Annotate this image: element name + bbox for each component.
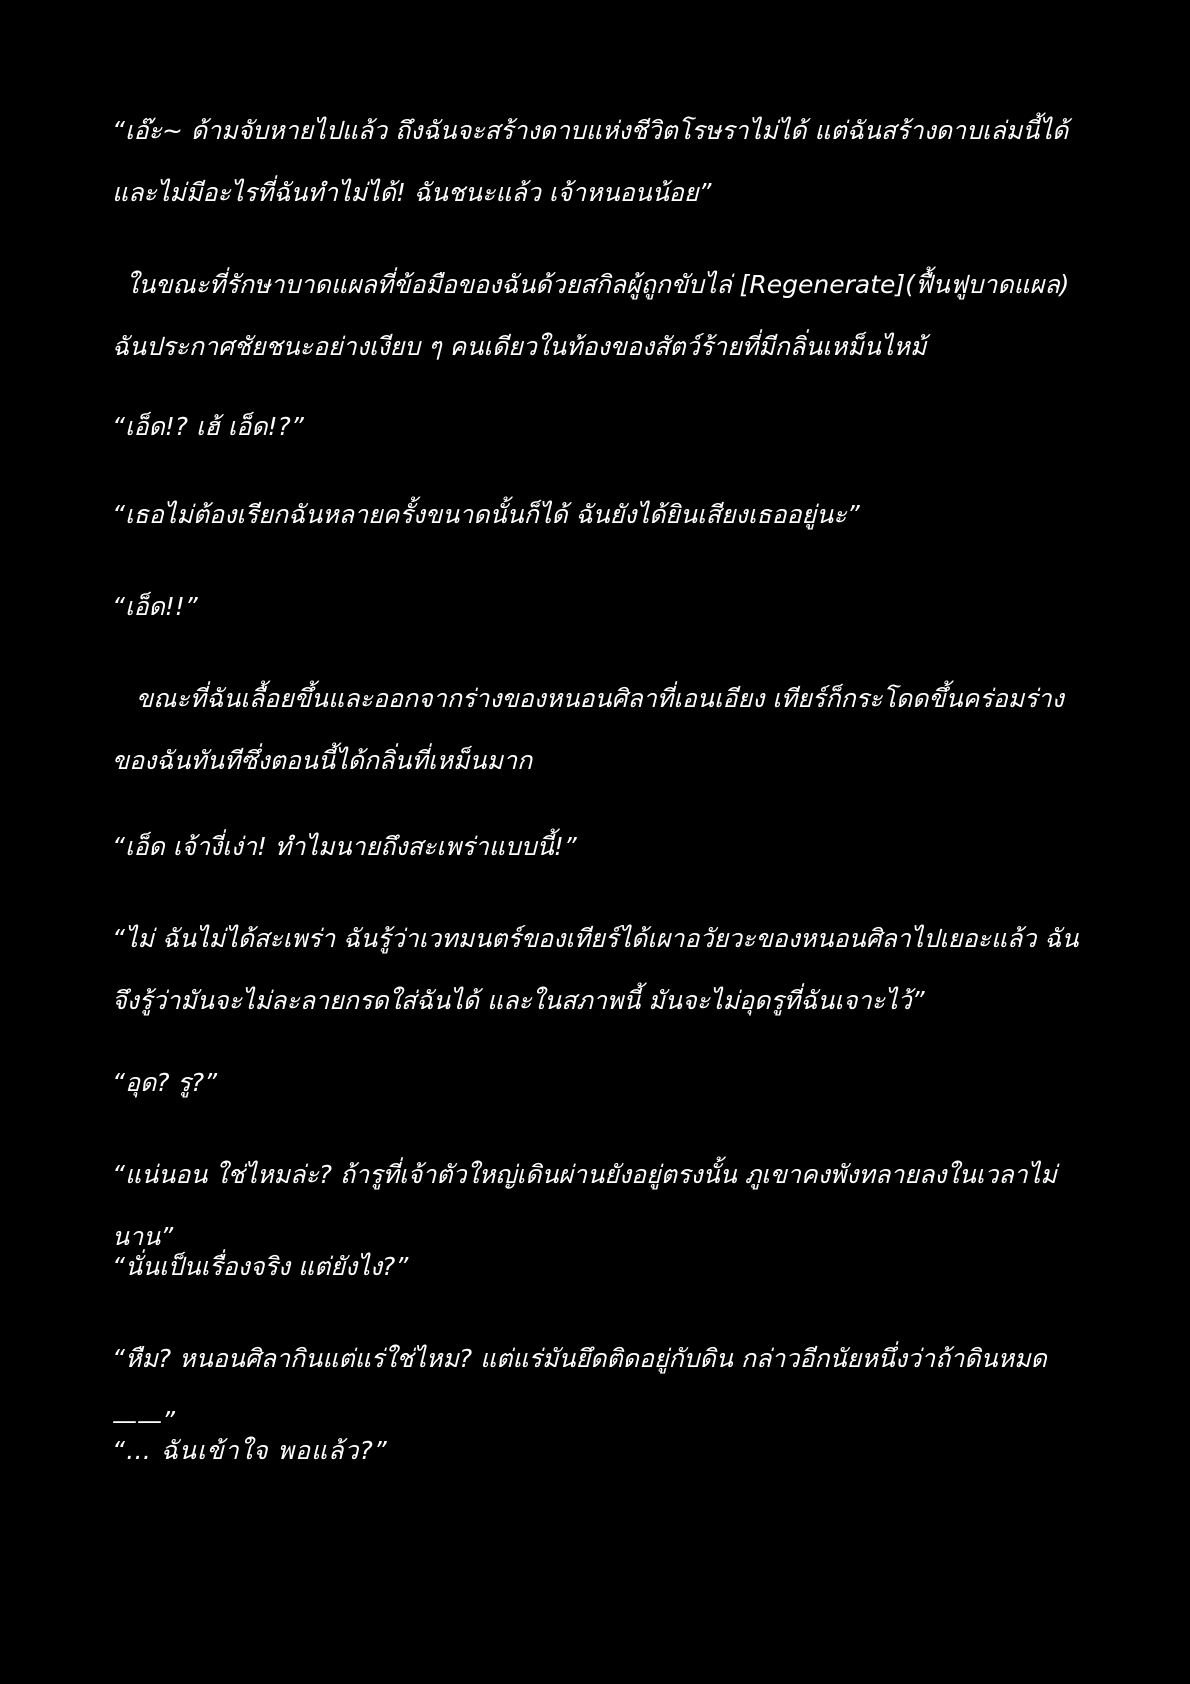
paragraph-10: “แน่นอน ใช่ไหมล่ะ? ถ้ารูที่เจ้าตัวใหญ่เดินผ่านยังอยู่ตรงนั้น ภูเขาคงพังทลายลงในเวลาไม่นาน” xyxy=(112,1160,1057,1251)
paragraph-1: “เอ๊ะ~ ด้ามจับหายไปแล้ว ถึงฉันจะสร้างดาบแห่งชีวิตโรษราไม่ได้ แต่ฉันสร้างดาบเล่มนี้ได้ และไม่มีอะไรที่ฉันทำไม่ได้! ฉันชนะแล้ว เจ้าหนอนน้อย” xyxy=(112,116,1069,207)
paragraph-12: “หืม? หนอนศิลากินแต่แร่ใช่ไหม? แต่แร่มันยึดติดอยู่กับดิน กล่าวอีกนัยหนึ่งว่าถ้าดินหมด——” xyxy=(112,1344,1047,1435)
paragraph-9: “อุด? รู?” xyxy=(112,1068,218,1097)
paragraph-6: ขณะที่ฉันเลื้อยขึ้นและออกจากร่างของหนอนศิลาที่เอนเอียง เทียร์ก็กระโดดขึ้นคร่อมร่างของฉันทันทีซึ่งตอนนี้ได้กลิ่นที่เหม็นมาก xyxy=(112,684,1064,775)
paragraph-4: “เธอไม่ต้องเรียกฉันหลายครั้งขนาดนั้นก็ได้ ฉันยังได้ยินเสียงเธออยู่นะ” xyxy=(112,500,860,529)
paragraph-13: “… ฉันเข้าใจ พอแล้ว?” xyxy=(112,1436,388,1465)
paragraph-8: “ไม่ ฉันไม่ได้สะเพร่า ฉันรู้ว่าเวทมนตร์ของเทียร์ได้เผาอวัยวะของหนอนศิลาไปเยอะแล้ว ฉันจึงรู้ว่ามันจะไม่ละลายกรดใส่ฉันได้ และในสภาพนี้ มันจะไม่อุดรูที่ฉันเจาะไว้” xyxy=(112,924,1079,1015)
paragraph-11: “นั่นเป็นเรื่องจริง แต่ยังไง?” xyxy=(112,1252,409,1281)
paragraph-7: “เอ็ด เจ้างี่เง่า! ทำไมนายถึงสะเพร่าแบบนี้!” xyxy=(112,832,577,861)
paragraph-5: “เอ็ด!!” xyxy=(112,592,198,621)
paragraph-3: “เอ็ด!? เฮ้ เอ็ด!?” xyxy=(112,412,304,441)
paragraph-2: ในขณะที่รักษาบาดแผลที่ข้อมือของฉันด้วยสกิลผู้ถูกขับไล่ [Regenerate](ฟื้นฟูบาดแผล) ฉันประกาศชัยชนะอย่างเงียบ ๆ คนเดียวในท้องของสัตว์ร้ายที่มีกลิ่นเหม็นไหม้ xyxy=(112,270,1070,361)
